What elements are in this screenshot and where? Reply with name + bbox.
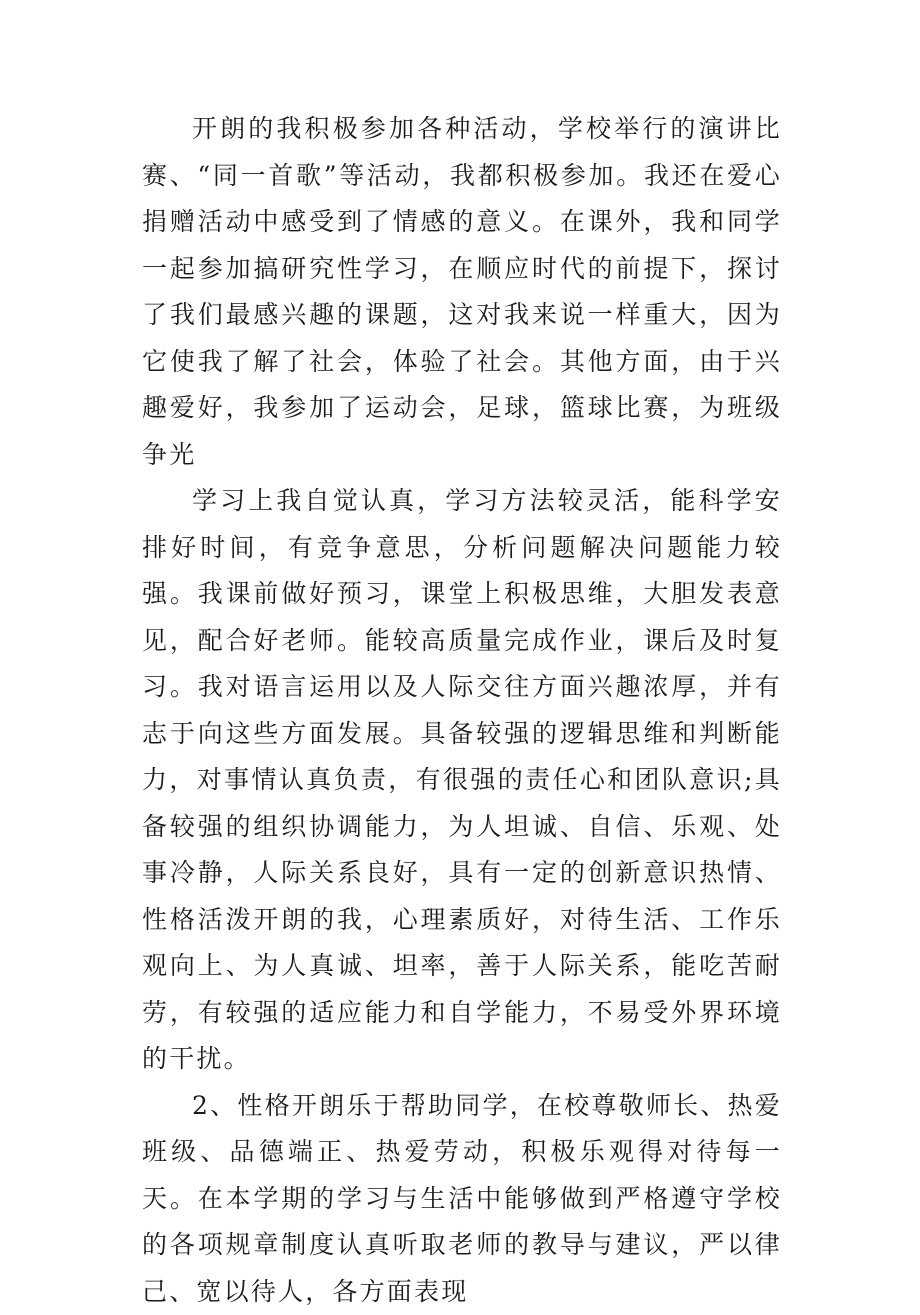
document-body	[142, 106, 782, 1315]
paragraph-activities: 开朗的我积极参加各种活动，学校举行的演讲比赛、“同一首歌”等活动，我都积极参加。我还在爱心捐赠活动中感受到了情感的意义。在课外，我和同学一起参加搞研究性学习，在顺应时代的前提下，探讨了我们最感兴趣的课题，这对我来说一样重大，因为它使我了解了社会，体验了社会。其他方面，由于兴趣爱好，我参加了运动会，足球，篮球比赛，为班级争光	[142, 106, 782, 478]
paragraph-study: 学习上我自觉认真，学习方法较灵活，能科学安排好时间，有竞争意思，分析问题解决问题能力较强。我课前做好预习，课堂上积极思维，大胆发表意见，配合好老师。能较高质量完成作业，课后及时复习。我对语言运用以及人际交往方面兴趣浓厚，并有志于向这些方面发展。具备较强的逻辑思维和判断能力，对事情认真负责，有很强的责任心和团队意识;具备较强的组织协调能力，为人坦诚、自信、乐观、处事冷静，人际关系良好，具有一定的创新意识热情、性格活泼开朗的我，心理素质好，对待生活、工作乐观向上、为人真诚、坦率，善于人际关系，能吃苦耐劳，有较强的适应能力和自学能力，不易受外界环境的干扰。	[142, 478, 782, 1083]
paragraph-character: 2、性格开朗乐于帮助同学，在校尊敬师长、热爱班级、品德端正、热爱劳动，积极乐观得对待每一天。在本学期的学习与生活中能够做到严格遵守学校的各项规章制度认真听取老师的教导与建议，严以律己、宽以待人，各方面表现	[142, 1083, 782, 1315]
